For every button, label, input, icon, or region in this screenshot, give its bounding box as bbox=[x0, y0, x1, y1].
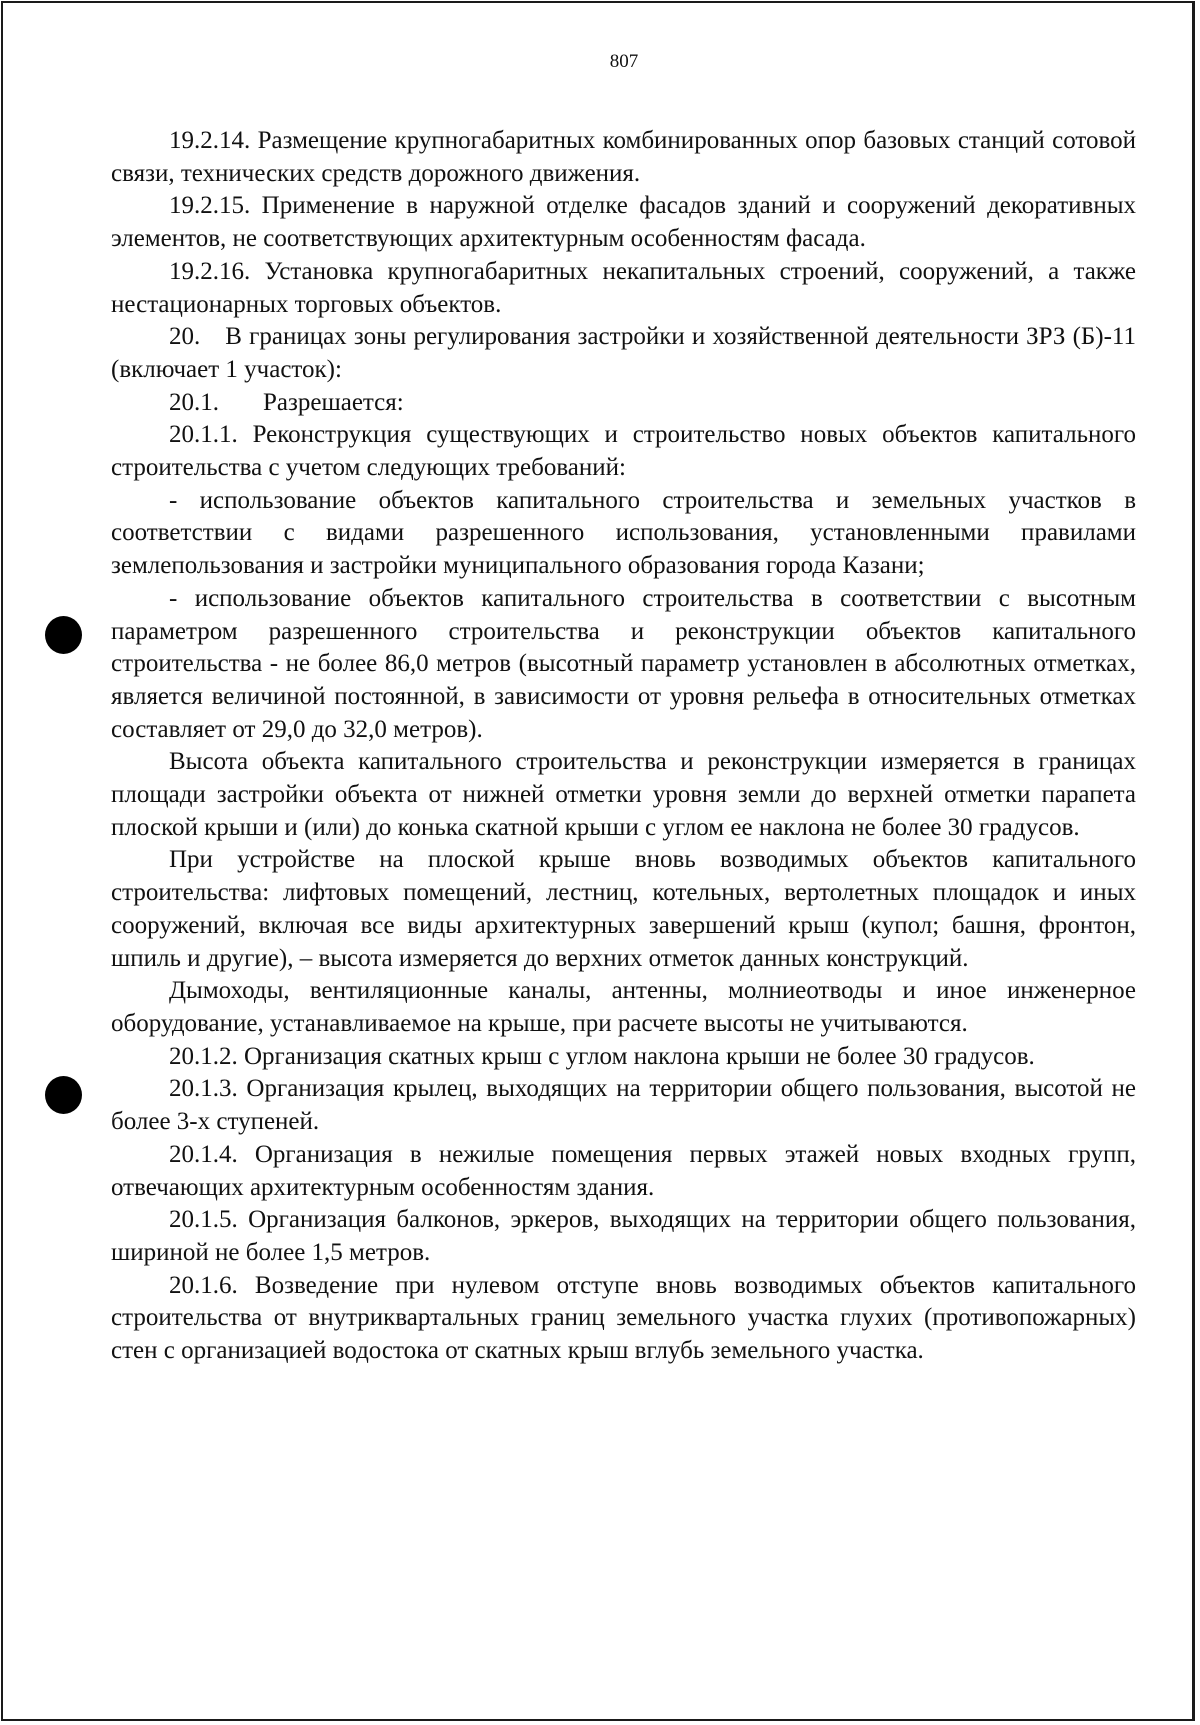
paragraph-19-2-14: 19.2.14. Размещение крупногабаритных комбинированных опор базовых станций сотовой связи, технических средств дорожного движения. bbox=[111, 127, 1136, 187]
paragraph-roof-structures: При устройстве на плоской крыше вновь возводимых объектов капитального строительства: лифтовых помещений, лестниц, котельных, вертолетных площадок и иных сооружений, включая все виды архитектурных завершений крыш (купол; башня, фронтон, шпиль и другие), – высота измеряется до верхних отметок данных конструкций. bbox=[111, 846, 1136, 972]
paragraph-roof-equipment: Дымоходы, вентиляционные каналы, антенны, молниеотводы и иное инженерное оборудование, устанавливаемое на крыше, при расчете высоты не учитываются. bbox=[111, 977, 1136, 1037]
paragraph-20-1-6: 20.1.6. Возведение при нулевом отступе вновь возводимых объектов капитального строительства от внутриквартальных границ земельного участка глухих (противопожарных) стен с организацией водостока от скатных крыш вглубь земельного участка. bbox=[111, 1271, 1136, 1365]
paragraph-20-1-2: 20.1.2. Организация скатных крыш с углом наклона крыши не более 30 градусов. bbox=[169, 1042, 1035, 1070]
paragraph-20-1-5: 20.1.5. Организация балконов, эркеров, выходящих на территории общего пользования, шириной не более 1,5 метров. bbox=[111, 1206, 1136, 1266]
paragraph-20-1 bbox=[111, 387, 1136, 420]
paragraph-19-2-15: 19.2.15. Применение в наружной отделке фасадов зданий и сооружений декоративных элементов, не соответствующих архитектурным особенностям фасада. bbox=[111, 192, 1136, 253]
punch-hole-bottom bbox=[45, 1076, 82, 1114]
paragraph-20-1-3: 20.1.3. Организация крылец, выходящих на территории общего пользования, высотой не более 3-х ступеней. bbox=[111, 1075, 1136, 1136]
paragraph-height-measurement: Высота объекта капитального строительства и реконструкции измеряется в границах площади застройки объекта от нижней отметки уровня земли до верхней отметки парапета плоской крыши и (или) до конька скатной крыши с углом ее наклона не более 30 градусов. bbox=[111, 748, 1136, 841]
list-item-land-use: - использование объектов капитального строительства и земельных участков в соответствии с видами разрешенного использования, установленными правилами землепользования и застройки муниципального образования города Казани; bbox=[111, 486, 1136, 580]
paragraph-20: 20. В границах зоны регулирования застройки и хозяйственной деятельности ЗРЗ (Б)-11 (включает 1 участок): bbox=[111, 323, 1136, 383]
paragraph-20-1-1: 20.1.1. Реконструкция существующих и строительство новых объектов капитального строительства с учетом следующих требований: bbox=[111, 421, 1136, 482]
paragraph-20-1-4: 20.1.4. Организация в нежилые помещения первых этажей новых входных групп, отвечающих архитектурным особенностям здания. bbox=[111, 1140, 1136, 1201]
punch-hole-top bbox=[45, 616, 82, 654]
page-number: 807 bbox=[609, 51, 639, 72]
paragraph-20-1-number: 20.1. bbox=[169, 388, 219, 416]
document-body bbox=[111, 125, 1136, 1368]
paragraph-20-1-label: Разрешается: bbox=[263, 388, 404, 416]
paragraph-19-2-16: 19.2.16. Установка крупногабаритных некапитальных строений, сооружений, а также нестационарных торговых объектов. bbox=[111, 257, 1136, 318]
list-item-height-parameter: - использование объектов капитального строительства в соответствии с высотным параметром разрешенного строительства и реконструкции объектов капитального строительства - не более 86,0 метров (высотный параметр установлен в абсолютных отметках, является величиной постоянной, в зависимости от уровня рельефа в относительных отметках составляет от 29,0 до 32,0 метров). bbox=[111, 584, 1136, 743]
